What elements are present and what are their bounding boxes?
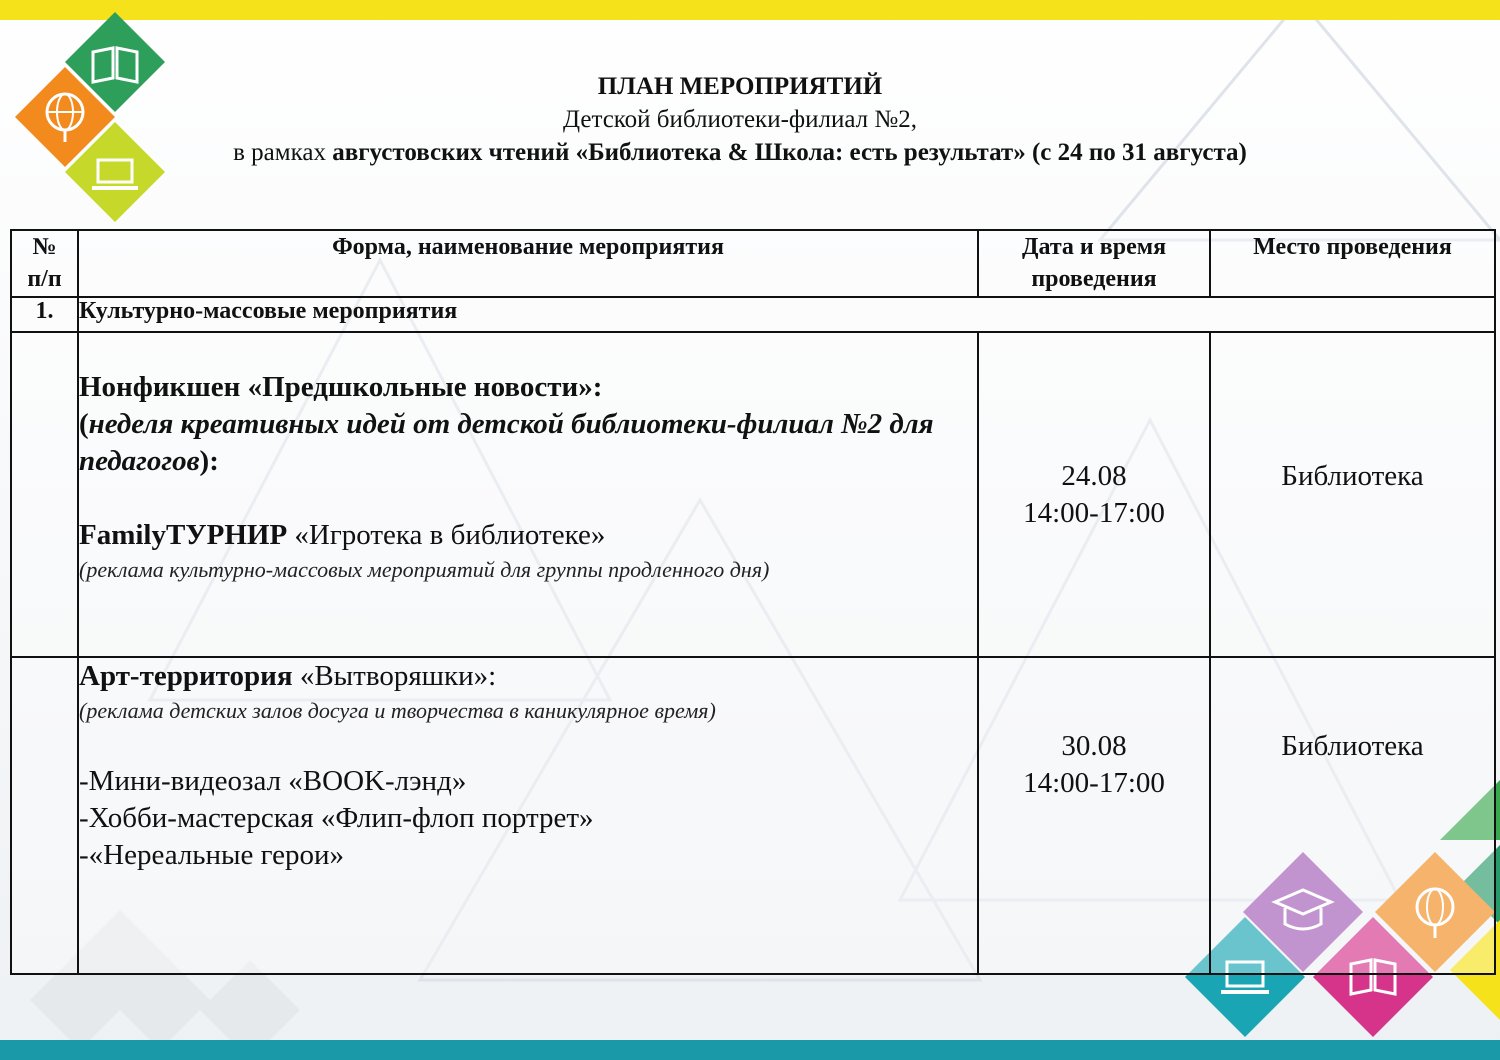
event-time: 14:00-17:00 [1023,767,1165,799]
event-title: Арт-территория «Вытворяшки»: [79,660,497,692]
event-datetime-cell [978,332,1210,657]
document-header [160,70,1320,169]
table-row [11,332,1495,657]
event-place-cell [1210,332,1495,657]
header-form: Форма, наименование мероприятия [78,230,978,297]
document-context-line [160,136,1320,169]
header-date: Дата и время проведения [978,230,1210,297]
event-note: (реклама детских залов досуга и творчества в каникулярное время) [79,698,716,723]
event-name: FamilyТУРНИР «Игротека в библиотеке» [79,519,606,551]
document-title: ПЛАН МЕРОПРИЯТИЙ [597,73,883,100]
top-accent-bar [0,0,1500,20]
header-place: Место проведения [1210,230,1495,297]
event-place: Библиотека [1281,730,1424,762]
event-datetime-cell [978,657,1210,974]
events-plan-table [10,229,1496,975]
event-time: 14:00-17:00 [1023,496,1165,529]
event-description-cell [78,332,978,657]
event-place: Библиотека [1281,459,1424,492]
event-item: -Мини-видеозал «BOOK-лэнд» [79,765,467,797]
section-row [11,297,1495,332]
row-number-empty [11,657,78,974]
event-description-cell [78,657,978,974]
event-date: 24.08 [1061,459,1127,492]
row-number-empty [11,332,78,657]
table-header-row [11,230,1495,297]
table-row [11,657,1495,974]
section-title: Культурно-массовые мероприятия [78,297,1495,332]
event-note: (реклама культурно-массовых мероприятий для группы продленного дня) [79,557,770,582]
bottom-accent-bar [0,1040,1500,1060]
section-number: 1. [11,297,78,332]
event-item: -Хобби-мастерская «Флип-флоп портрет» [79,802,594,834]
event-title: Нонфикшен «Предшкольные новости»: [79,371,603,403]
event-date: 30.08 [1061,730,1127,762]
event-subtitle: (неделя креативных идей от детской библиотеки-филиал №2 для педагогов): [79,408,934,477]
context-prefix: в рамках [233,139,333,166]
event-item: -«Нереальные герои» [79,839,345,871]
education-logo-top [10,12,175,222]
event-place-cell [1210,657,1495,974]
context-bold: августовских чтений «Библиотека & Школа: есть результат» (с 24 по 31 августа) [332,139,1247,166]
header-number: № п/п [11,230,78,297]
document-subtitle: Детской библиотеки-филиал №2, [563,106,917,133]
